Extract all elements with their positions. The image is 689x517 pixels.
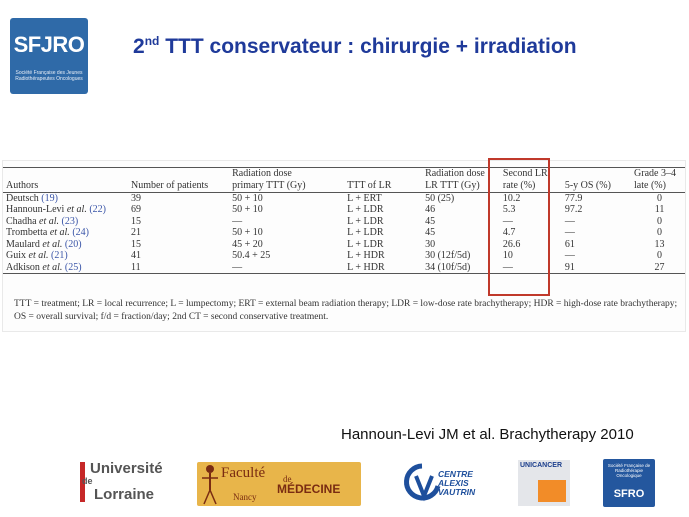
table-cell-ttt: L + HDR [347,250,385,262]
table-cell-slr: 4.7 [502,227,516,239]
sfjro-logo-subtext: Société Française des Jeunes Radiothérapeutes Oncologues [15,70,83,82]
header-line1: Grade 3–4 [634,168,676,179]
ul-line3: Lorraine [94,486,155,503]
table-cell-slr: 26.6 [502,238,521,250]
table-header-cell [634,168,685,193]
table-cell-ttt: L + ERT [347,193,382,204]
reference-link: (25) [64,261,82,273]
table-cell-dose1: 50 + 10 [232,204,263,216]
fac-line4: Nancy [233,492,257,502]
table-cell-ttt: L + LDR [347,204,384,216]
table-cell-author [3,250,131,262]
table-cell-n: 11 [130,261,141,273]
table-cell-dose1: 50 + 10 [232,193,263,204]
title-superscript: nd [144,34,160,48]
fac-line2: de [283,474,292,484]
slide-title [133,34,577,59]
table-cell-n: 69 [130,204,141,216]
table-cell-slr: 10 [502,250,513,262]
table-cell-dose2: 45 [425,227,436,239]
table-cell-dose1: 45 + 20 [232,238,263,250]
highlight-box-second-lr [488,158,550,296]
source-citation: Hannoun-Levi JM et al. Brachytherapy 2010 [341,426,634,443]
table-header-cell [232,168,347,193]
header-line2: rate (%) [502,180,536,191]
table-cell-author [3,239,131,251]
header-line1 [131,168,232,180]
reference-link: (21) [51,250,68,262]
sfjro-logo [10,18,88,94]
table-cell-os: — [564,215,575,227]
sfro-text: SFRO [613,488,645,500]
table-cell-n: 15 [130,215,141,227]
author-name: Deutsch [6,193,39,204]
table-cell-dose1: 50 + 10 [232,227,263,239]
table-row [3,250,685,262]
cav-line3: VAUTRIN [438,487,476,497]
table-header-cell [3,168,131,193]
results-table [3,167,685,274]
table-cell-n: 39 [130,193,141,204]
table-cell-dose2: 50 (25) [425,193,455,204]
reference-link: (19) [41,193,58,204]
table-cell-ttt: L + HDR [347,261,385,273]
header-line2: 5-y OS (%) [564,180,611,191]
author-name: Guix et al. [6,250,49,262]
cav-line1: CENTRE [438,469,473,479]
table-cell-ttt: L + LDR [347,227,384,239]
table-cell-slr: — [502,261,513,273]
table-cell-n: 21 [130,227,141,239]
table-cell-author [3,204,131,216]
table-cell-late: 11 [654,204,665,216]
header-line1: Radiation dose [425,168,485,179]
table-header-cell [347,168,425,193]
skeleton-icon [199,462,221,506]
table-cell-late: 0 [657,193,663,204]
table-cell-late: 27 [654,261,665,273]
table-body [3,193,685,274]
cav-text [438,470,475,497]
table-cell-dose1: — [232,215,243,227]
reference-link: (24) [72,227,89,239]
header-line2: Authors [6,180,39,191]
table-cell-slr: 5.3 [502,204,516,216]
table-cell-dose2: 30 (12f/5d) [425,250,471,262]
header-line1 [6,168,131,180]
table-row [3,193,685,205]
table-header-row [3,168,685,193]
title-number: 2 [133,35,145,58]
universite-lorraine-logo [80,458,168,508]
header-line1 [347,168,425,180]
unicancer-logo [518,460,570,506]
header-line1 [565,168,634,180]
table-row [3,204,685,216]
reference-link: (22) [89,204,106,216]
table-cell-late: 0 [657,215,663,227]
reference-link: (20) [64,238,82,250]
header-line1: Second LR [502,168,548,179]
table-cell-dose2: 34 (10f/5d) [425,261,471,273]
centre-alexis-vautrin-logo [402,458,486,508]
author-name: Trombetta et al. [6,227,70,239]
header-line1: Radiation dose [232,168,292,179]
table-cell-author [3,193,131,205]
table-cell-late: 0 [657,227,663,239]
table-cell-ttt: L + LDR [347,215,384,227]
cav-emblem-icon [402,462,442,502]
table-cell-os: 91 [564,261,575,273]
reference-link: (23) [61,215,79,227]
table-cell-dose2: 45 [425,215,436,227]
sfro-subtext: Société Française de Radiothérapie Oncologique [607,463,651,478]
table-cell-n: 15 [130,238,141,250]
table-row [3,216,685,228]
table-cell-os: 97.2 [564,204,583,216]
table-row [3,227,685,239]
table-cell-late: 13 [654,238,665,250]
ul-line2: de [82,476,93,486]
table-cell-dose1: — [232,261,243,273]
table-cell-late: 0 [657,250,663,262]
sfro-logo [603,459,655,507]
title-text: TTT conservateur : chirurgie + irradiation [159,35,577,58]
table-cell-os: 77.9 [564,193,583,204]
header-line2: LR TTT (Gy) [425,180,480,191]
table-cell-dose1: 50.4 + 25 [232,250,271,262]
ul-line1: Université [90,460,163,477]
table-cell-n: 41 [130,250,141,262]
fac-line3: MÉDECINE [277,482,341,496]
header-line2: primary TTT (Gy) [232,180,306,191]
author-name: Hannoun-Levi et al. [6,204,87,216]
table-cell-dose2: 46 [425,204,436,216]
table-row [3,262,685,274]
header-line2: TTT of LR [347,180,392,191]
author-name: Maulard et al. [6,238,63,250]
table-cell-os: 61 [564,238,575,250]
unicancer-mark-icon [538,480,566,502]
table-header-cell [131,168,232,193]
author-name: Chadha et al. [6,215,60,227]
table-cell-author [3,216,131,228]
cav-line2: ALEXIS [438,478,469,488]
table-cell-dose2: 30 [425,238,436,250]
table-header-cell [565,168,634,193]
table-footnote: TTT = treatment; LR = local recurrence; L = lumpectomy; ERT = external beam radiation therapy; LDR = low-dose rate brachytherapy; HDR = high-dose rate brachytherapy; OS = overall survival; f/d = fraction/day; 2nd CT = second conservative treatment. [14,299,678,322]
unicancer-text: UNICANCER [520,462,562,469]
table-cell-author [3,227,131,239]
table-cell-os: — [564,250,575,262]
table-cell-slr: — [502,215,513,227]
table-cell-author [3,262,131,274]
header-line2: late (%) [634,180,666,191]
sfjro-logo-text: SFJRO [13,32,85,57]
fac-line1: Faculté [221,465,266,481]
table-cell-slr: 10.2 [502,193,521,204]
header-line2: Number of patients [130,180,209,191]
faculte-medecine-logo [197,462,361,506]
table-row [3,239,685,251]
table-cell-os: — [564,227,575,239]
table-cell-ttt: L + LDR [347,238,384,250]
author-name: Adkison et al. [6,261,63,273]
